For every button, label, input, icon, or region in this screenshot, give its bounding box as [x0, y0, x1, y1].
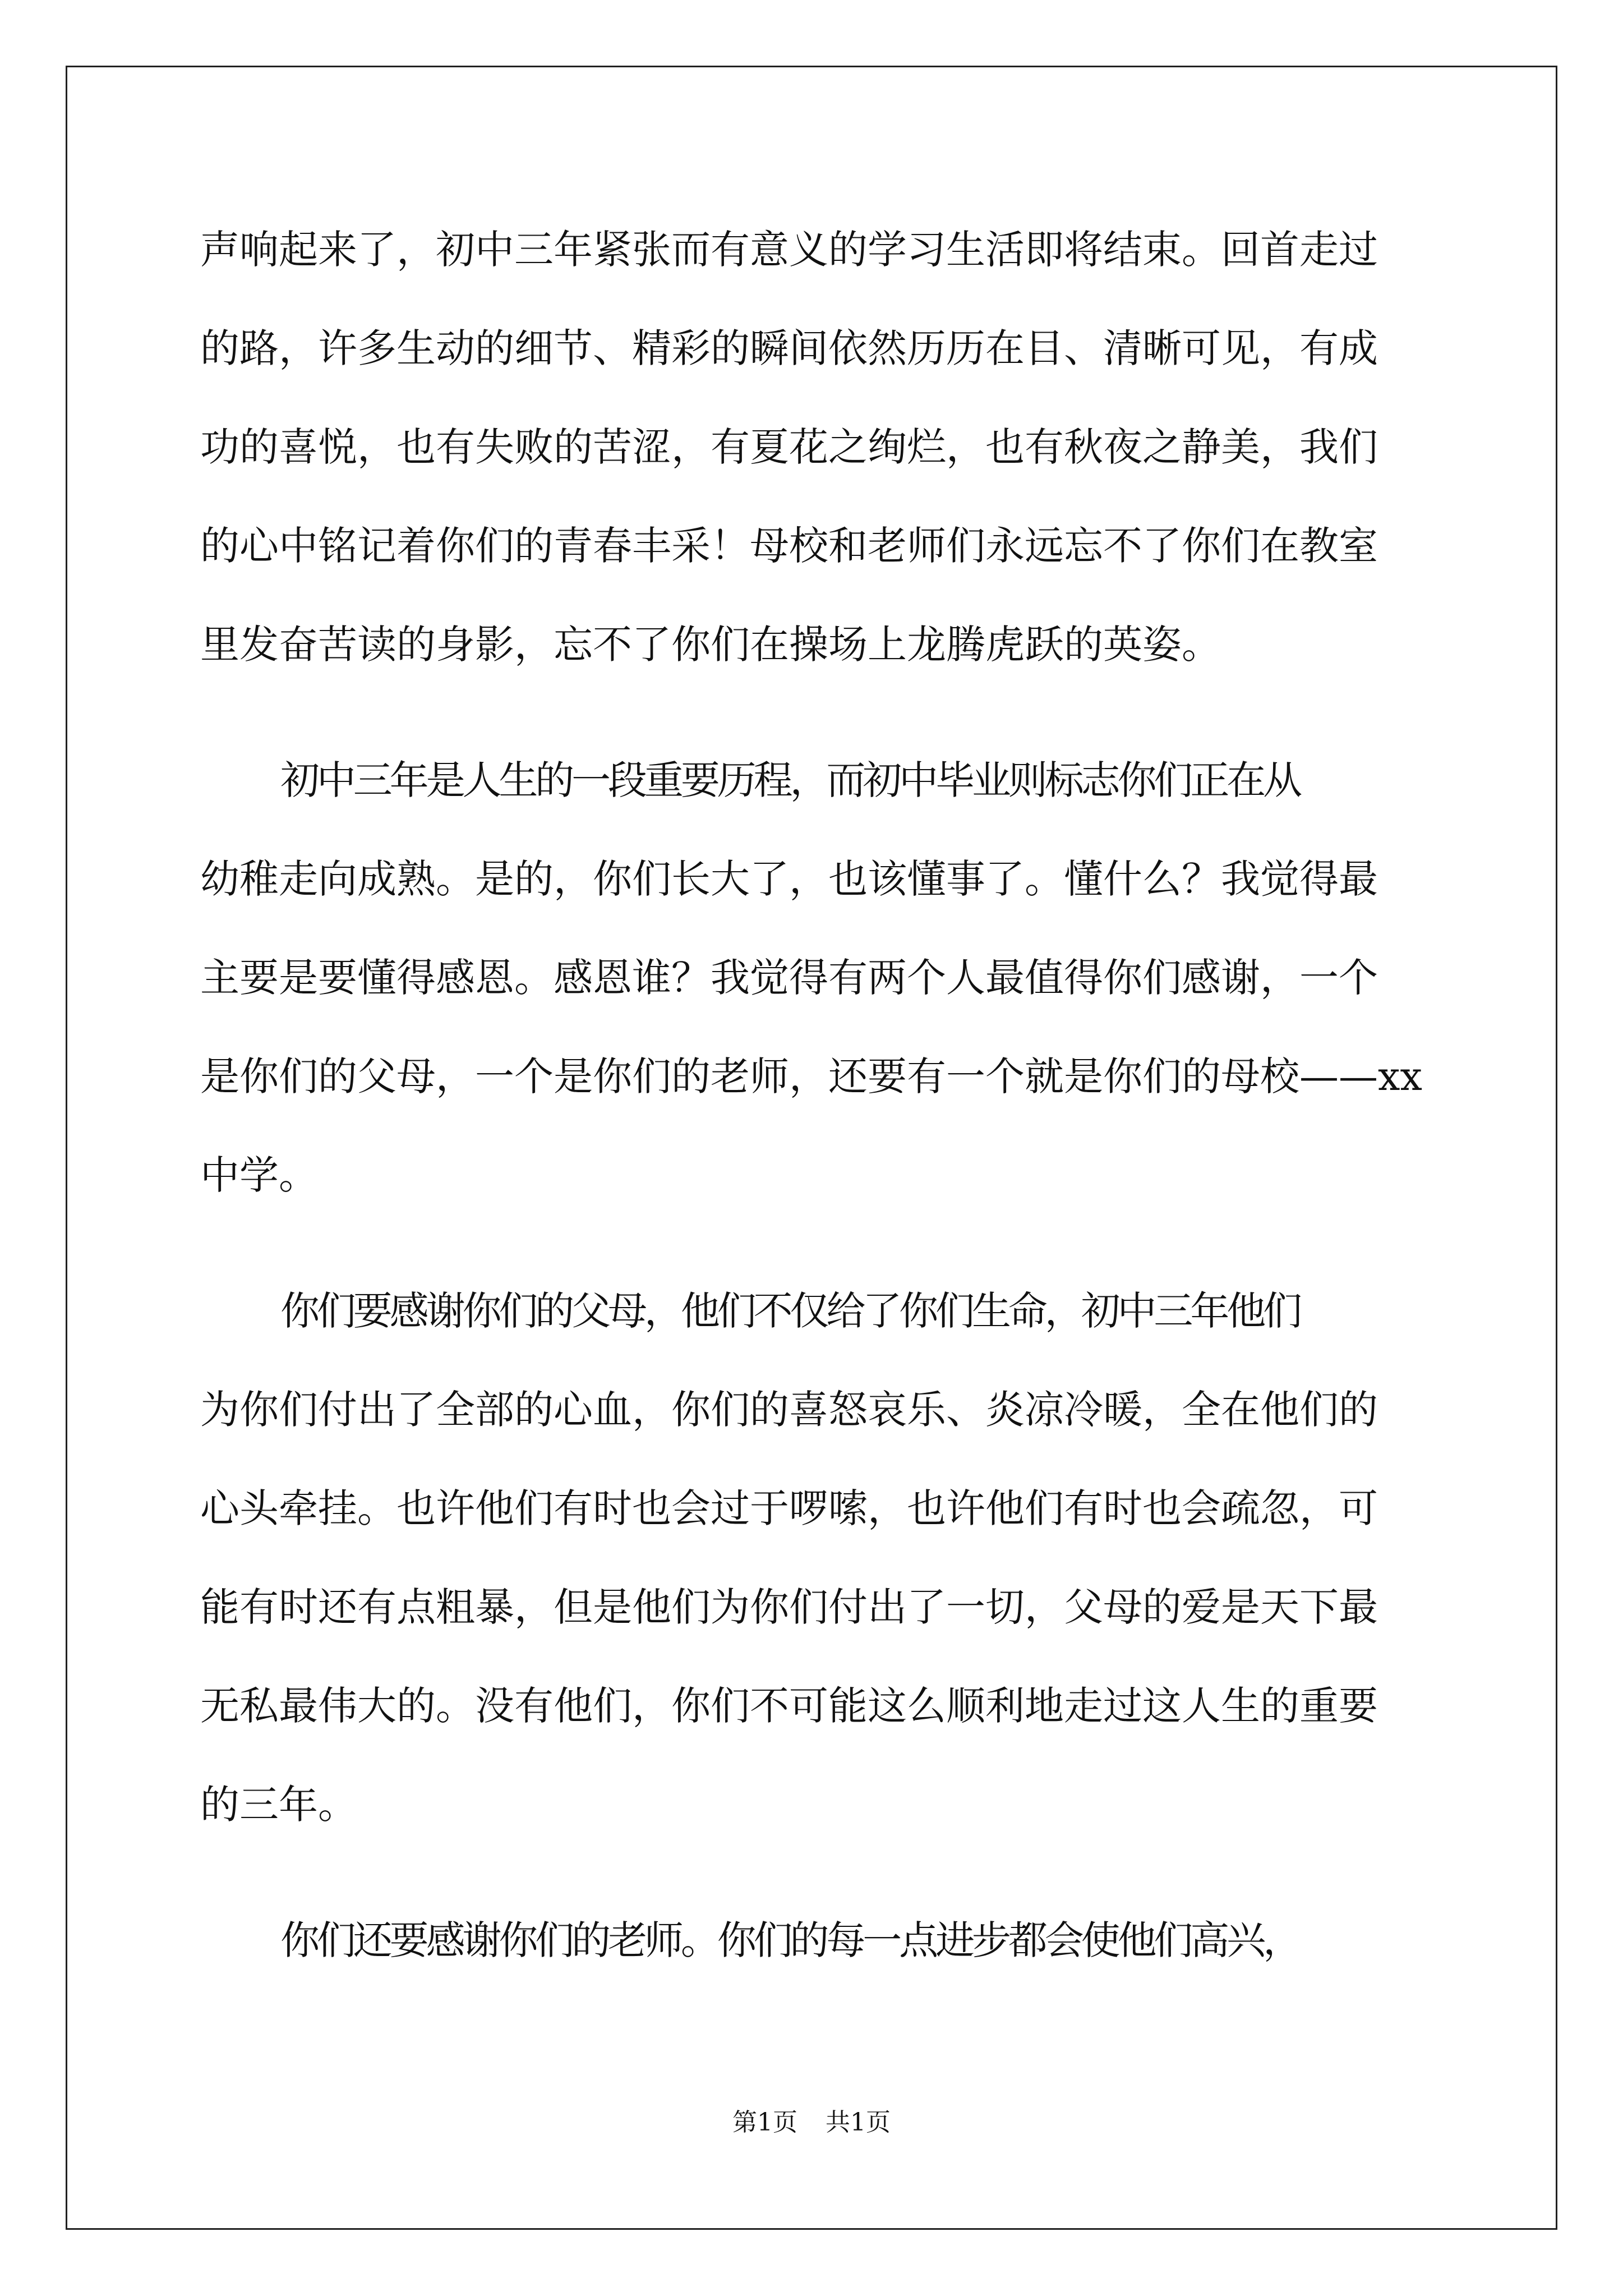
- text-line: 声响起来了，初中三年紧张而有意义的学习生活即将结束。回首走过: [200, 227, 1378, 273]
- page-border: [66, 66, 1557, 2230]
- page-footer: [0, 2107, 1623, 2138]
- paragraph-first-line: 你们还要感谢你们的老师。你们的每一点进步都会使他们高兴，: [280, 1917, 1299, 1963]
- text-line: 的路，许多生动的细节、精彩的瞬间依然历历在目、清晰可见，有成: [200, 325, 1378, 371]
- text-line: 主要是要懂得感恩。感恩谁？我觉得有两个人最值得你们感谢，一个: [200, 955, 1378, 1001]
- text-line: 无私最伟大的。没有他们，你们不可能这么顺利地走过这人生的重要: [200, 1683, 1378, 1729]
- text-line: 是你们的父母，一个是你们的老师，还要有一个就是你们的母校——xx: [200, 1053, 1422, 1099]
- text-line: 功的喜悦，也有失败的苦涩，有夏花之绚烂，也有秋夜之静美，我们: [200, 424, 1378, 470]
- page-total: 共1页: [826, 2108, 891, 2137]
- text-line: 的心中铭记着你们的青春丰采！母校和老师们永远忘不了你们在教室: [200, 523, 1378, 569]
- page-number: 第1页: [732, 2108, 797, 2137]
- text-line: 中学。: [200, 1152, 318, 1198]
- text-line: 为你们付出了全部的心血，你们的喜怒哀乐、炎凉冷暖，全在他们的: [200, 1387, 1378, 1433]
- text-line: 里发奋苦读的身影，忘不了你们在操场上龙腾虎跃的英姿。: [200, 622, 1221, 668]
- text-line: 幼稚走向成熟。是的，你们长大了，也该懂事了。懂什么？我觉得最: [200, 856, 1378, 902]
- paragraph-first-line: 初中三年是人生的一段重要历程，而初中毕业则标志你们正在从: [280, 757, 1299, 803]
- text-line: 的三年。: [200, 1782, 357, 1828]
- text-line: 能有时还有点粗暴，但是他们为你们付出了一切，父母的爱是天下最: [200, 1584, 1378, 1630]
- paragraph-first-line: 你们要感谢你们的父母，他们不仅给了你们生命，初中三年他们: [280, 1288, 1299, 1334]
- text-line: 心头牵挂。也许他们有时也会过于啰嗦，也许他们有时也会疏忽，可: [200, 1485, 1378, 1531]
